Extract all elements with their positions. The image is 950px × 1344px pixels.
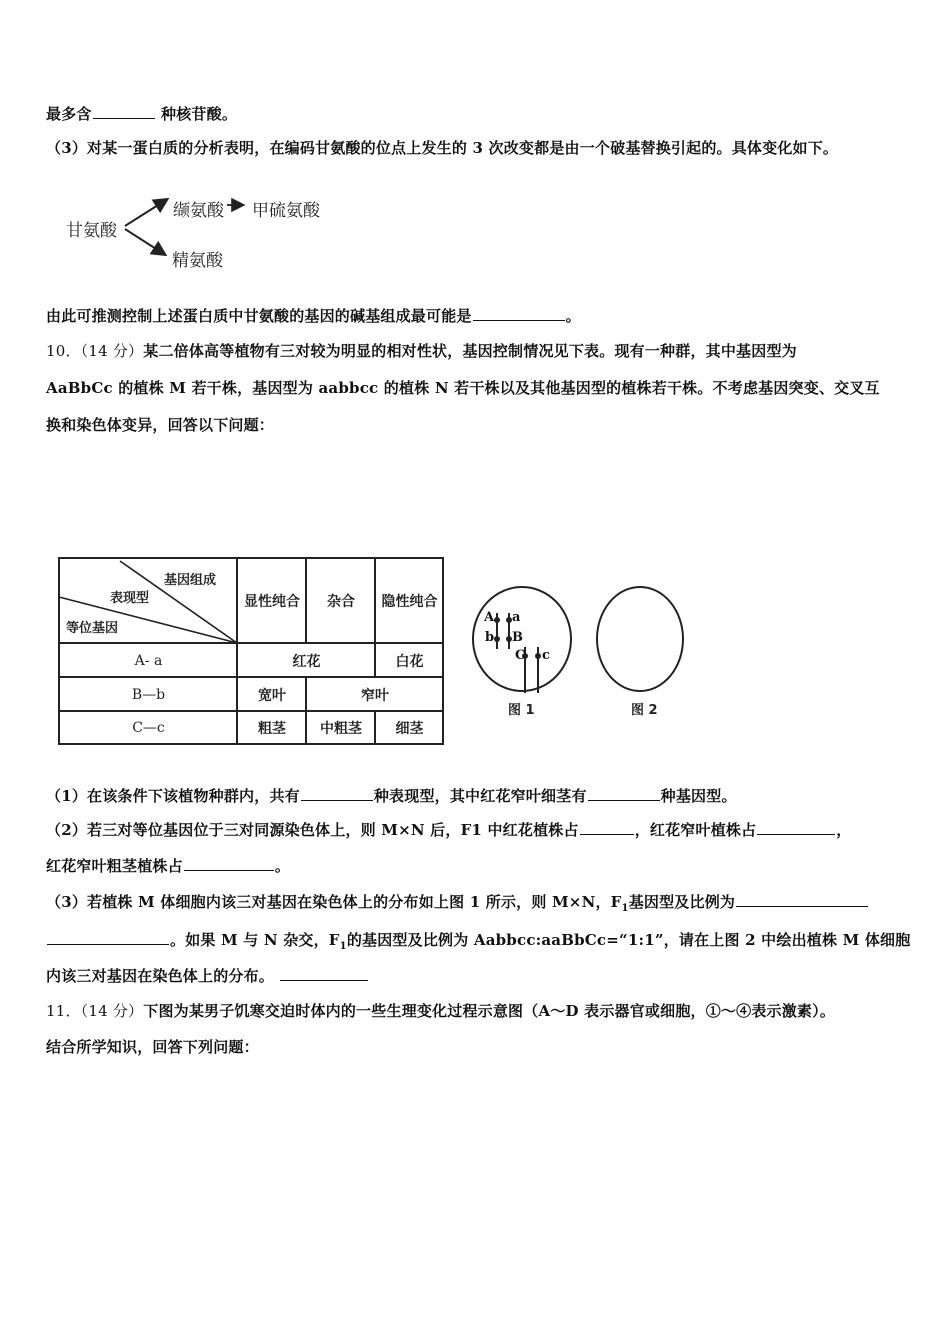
question-10-line-3: 换和染色体变异，回答以下问题： [46, 416, 275, 434]
header-recessive-homozygous: 隐性纯合 [381, 594, 438, 610]
gene-label-c: c [542, 648, 550, 663]
figure-2-label: 图 2 [631, 703, 658, 718]
gene-a-label: A- a [134, 652, 163, 669]
valine-label: 缬氨酸 [173, 201, 224, 221]
methionine-label: 甲硫氨酸 [252, 201, 320, 221]
answer-blank[interactable] [736, 892, 868, 907]
text: 某二倍体高等植物有三对较为明显的相对性状，基因控制情况见下表。现有一种群，其中基因型为 [143, 342, 797, 360]
sub-question-2 [46, 819, 852, 840]
subscript: 1 [339, 941, 347, 952]
answer-blank[interactable] [473, 306, 565, 321]
text: 的基因型及比例为 Aabbcc:aaBbCc=“1:1”，请在上图 2 中绘出植株 M 体细胞 [346, 931, 911, 949]
text: ， [836, 821, 852, 839]
question-part-3: （3）对某一蛋白质的分析表明，在编码甘氨酸的位点上发生的 3 次改变都是由一个破基替换引起的。具体变化如下。 [46, 139, 839, 157]
header-heterozygous: 杂合 [327, 594, 355, 610]
question-number: 10．（14 分） [46, 342, 144, 360]
text: 种核苷酸。 [155, 105, 238, 123]
text: （1）在该条件下该植物种群内，共有 [46, 787, 300, 805]
cell-thick-stem: 粗茎 [258, 721, 286, 737]
header-dominant-homozygous: 显性纯合 [244, 594, 300, 610]
answer-blank[interactable] [184, 856, 274, 871]
text: 最多含 [46, 105, 92, 123]
cell-medium-stem: 中粗茎 [320, 721, 362, 737]
cell-red-flower: 红花 [292, 653, 321, 670]
answer-blank[interactable] [580, 820, 634, 835]
text: 基因型及比例为 [628, 893, 736, 911]
figure-1-label: 图 1 [508, 703, 535, 718]
gene-label-C: C [515, 648, 526, 663]
text: 内该三对基因在染色体上的分布。 [46, 967, 275, 985]
answer-blank[interactable] [47, 930, 169, 945]
text: 。 [274, 857, 291, 875]
answer-blank[interactable] [301, 786, 373, 801]
text: 由此可推测控制上述蛋白质中甘氨酸的基因的碱基组成最可能是 [46, 307, 472, 325]
text: 红花窄叶粗茎植株占 [46, 857, 183, 875]
text: 种表现型，其中红花窄叶细茎有 [373, 787, 587, 805]
question-11-line-2: 结合所学知识，回答下列问题： [46, 1038, 259, 1056]
text: （3）若植株 M 体细胞内该三对基因在染色体上的分布如上图 1 所示，则 M×N，F [46, 893, 622, 911]
corner-label-allele: 等位基因 [66, 621, 119, 636]
cell-diagram-2[interactable] [595, 585, 687, 697]
gene-label-B: B [512, 630, 523, 645]
text: ，红花窄叶植株占 [634, 821, 757, 839]
sub-question-3-cont2 [46, 965, 369, 986]
corner-label-phenotype: 表现型 [110, 591, 150, 606]
sub-question-3 [46, 891, 869, 914]
text: 。 [565, 307, 581, 325]
gene-label-A: A [484, 610, 495, 625]
text-line [46, 305, 581, 326]
gene-table [58, 557, 444, 745]
cell-white-flower: 白花 [395, 653, 424, 670]
glycine-label: 甘氨酸 [66, 221, 117, 241]
answer-blank[interactable] [588, 786, 660, 801]
answer-blank[interactable] [280, 966, 368, 981]
text: 下图为某男子饥寒交迫时体内的一些生理变化过程示意图（A～D 表示器官或细胞，①～④表示激素）。 [143, 1002, 836, 1020]
text: 。如果 M 与 N 杂交，F [170, 931, 340, 949]
answer-blank[interactable] [757, 820, 835, 835]
cell-narrow-leaf: 窄叶 [361, 687, 389, 704]
cell-thin-stem: 细茎 [395, 721, 424, 737]
corner-label-genotype: 基因组成 [164, 573, 217, 588]
gene-label-b: b [485, 630, 495, 645]
sub-question-3-cont [46, 929, 910, 952]
sub-question-1 [46, 785, 737, 806]
gene-label-a: a [512, 610, 521, 625]
subscript: 1 [621, 903, 629, 914]
sub-question-2-cont [46, 855, 290, 876]
text: 种基因型。 [660, 787, 737, 805]
text: （2）若三对等位基因位于三对同源染色体上，则 M×N 后，F1 中红花植株占 [46, 821, 579, 839]
question-number: 11．（14 分） [46, 1002, 144, 1020]
arginine-label: 精氨酸 [172, 251, 223, 271]
gene-c-label: C—c [132, 720, 165, 736]
cell-broad-leaf: 宽叶 [258, 687, 286, 704]
arrow-icon [0, 0, 950, 300]
question-10-line-1 [46, 340, 797, 361]
question-10-line-2: AaBbCc 的植株 M 若干株，基因型为 aabbcc 的植株 N 若干株以及其他基因型的植株若干株。不考虑基因突变、交叉互 [46, 379, 880, 397]
question-11-line-1 [46, 1000, 835, 1021]
gene-b-label: B—b [131, 686, 166, 703]
